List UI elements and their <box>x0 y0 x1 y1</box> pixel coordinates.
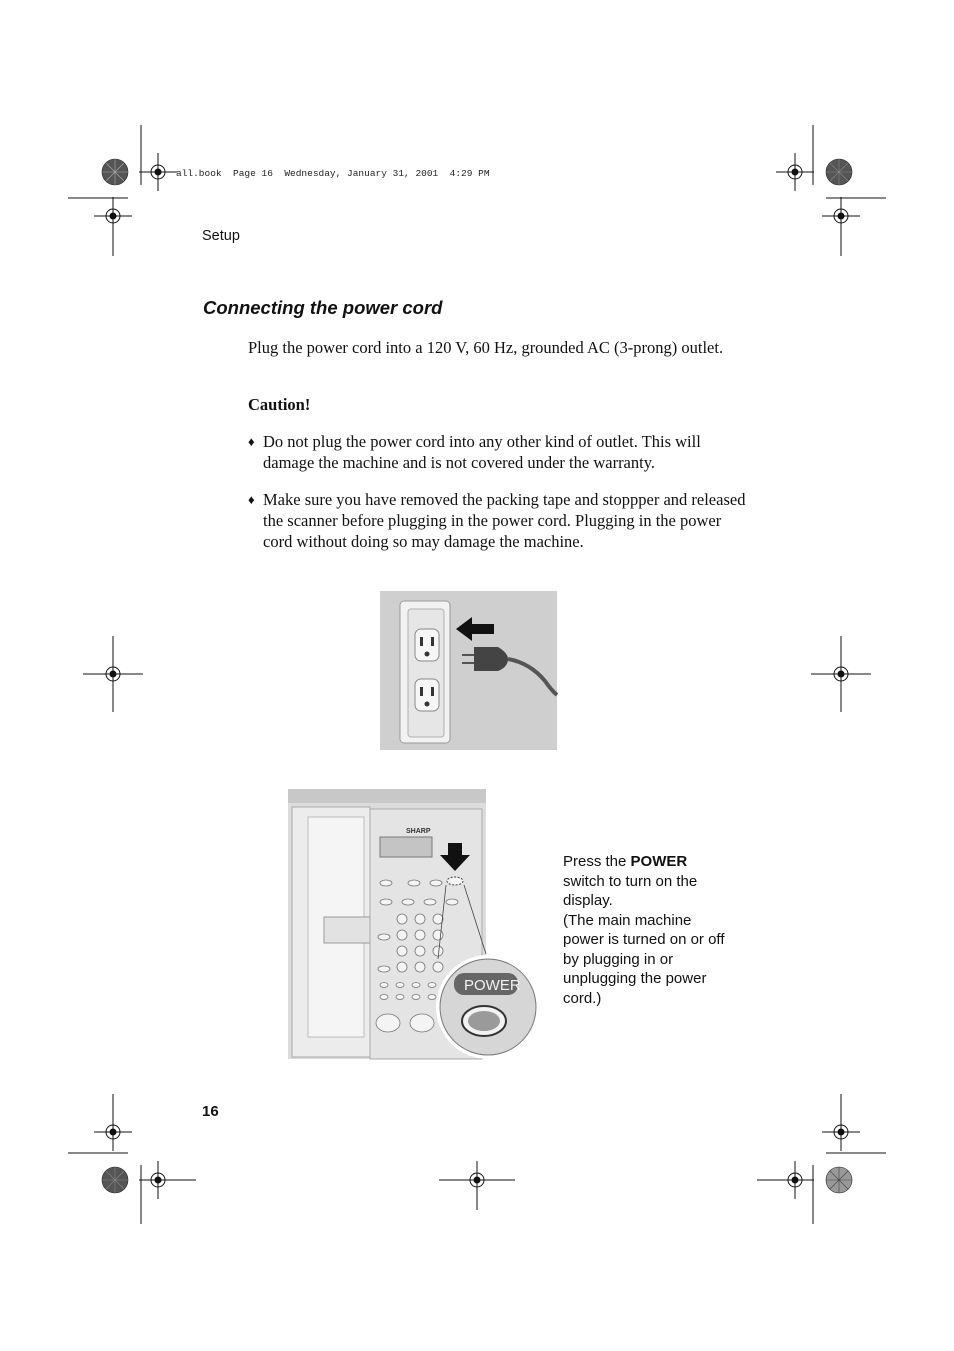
power-label: POWER <box>464 977 521 994</box>
outlet-photo <box>380 591 557 750</box>
caution-label: Caution! <box>248 395 311 414</box>
intro-paragraph: Plug the power cord into a 120 V, 60 Hz, grounded AC (3-prong) outlet. <box>248 338 724 357</box>
caption-note: (The main machine power is turned on or off by plugging in or unplugging the power cord.) <box>563 911 725 1007</box>
bullet-text: Do not plug the power cord into any other kind of outlet. This will damage the machine and is not covered under the warranty. <box>263 432 701 472</box>
bullet-text: Make sure you have removed the packing tape and stoppper and released the scanner before plugging in the power cord. Plugging in the power cord without doing so may damage the machine. <box>263 490 746 551</box>
brand-label: SHARP <box>406 828 431 835</box>
caption-prefix: Press the <box>563 853 631 870</box>
print-slug: all.book Page 16 Wednesday, January 31, 2001 4:29 PM <box>176 168 490 179</box>
fax-panel-photo <box>288 789 521 1059</box>
section-label: Setup <box>202 228 240 244</box>
power-instruction <box>563 852 733 1008</box>
page-heading: Connecting the power cord <box>203 297 443 318</box>
bullet-item <box>248 431 748 473</box>
caption-rest: switch to turn on the display. <box>563 872 698 909</box>
bullet-item <box>248 489 748 552</box>
bullet-icon: ♦ <box>248 492 255 507</box>
caption-key: POWER <box>630 853 688 870</box>
bullet-icon: ♦ <box>248 434 255 449</box>
page-number: 16 <box>202 1103 219 1120</box>
